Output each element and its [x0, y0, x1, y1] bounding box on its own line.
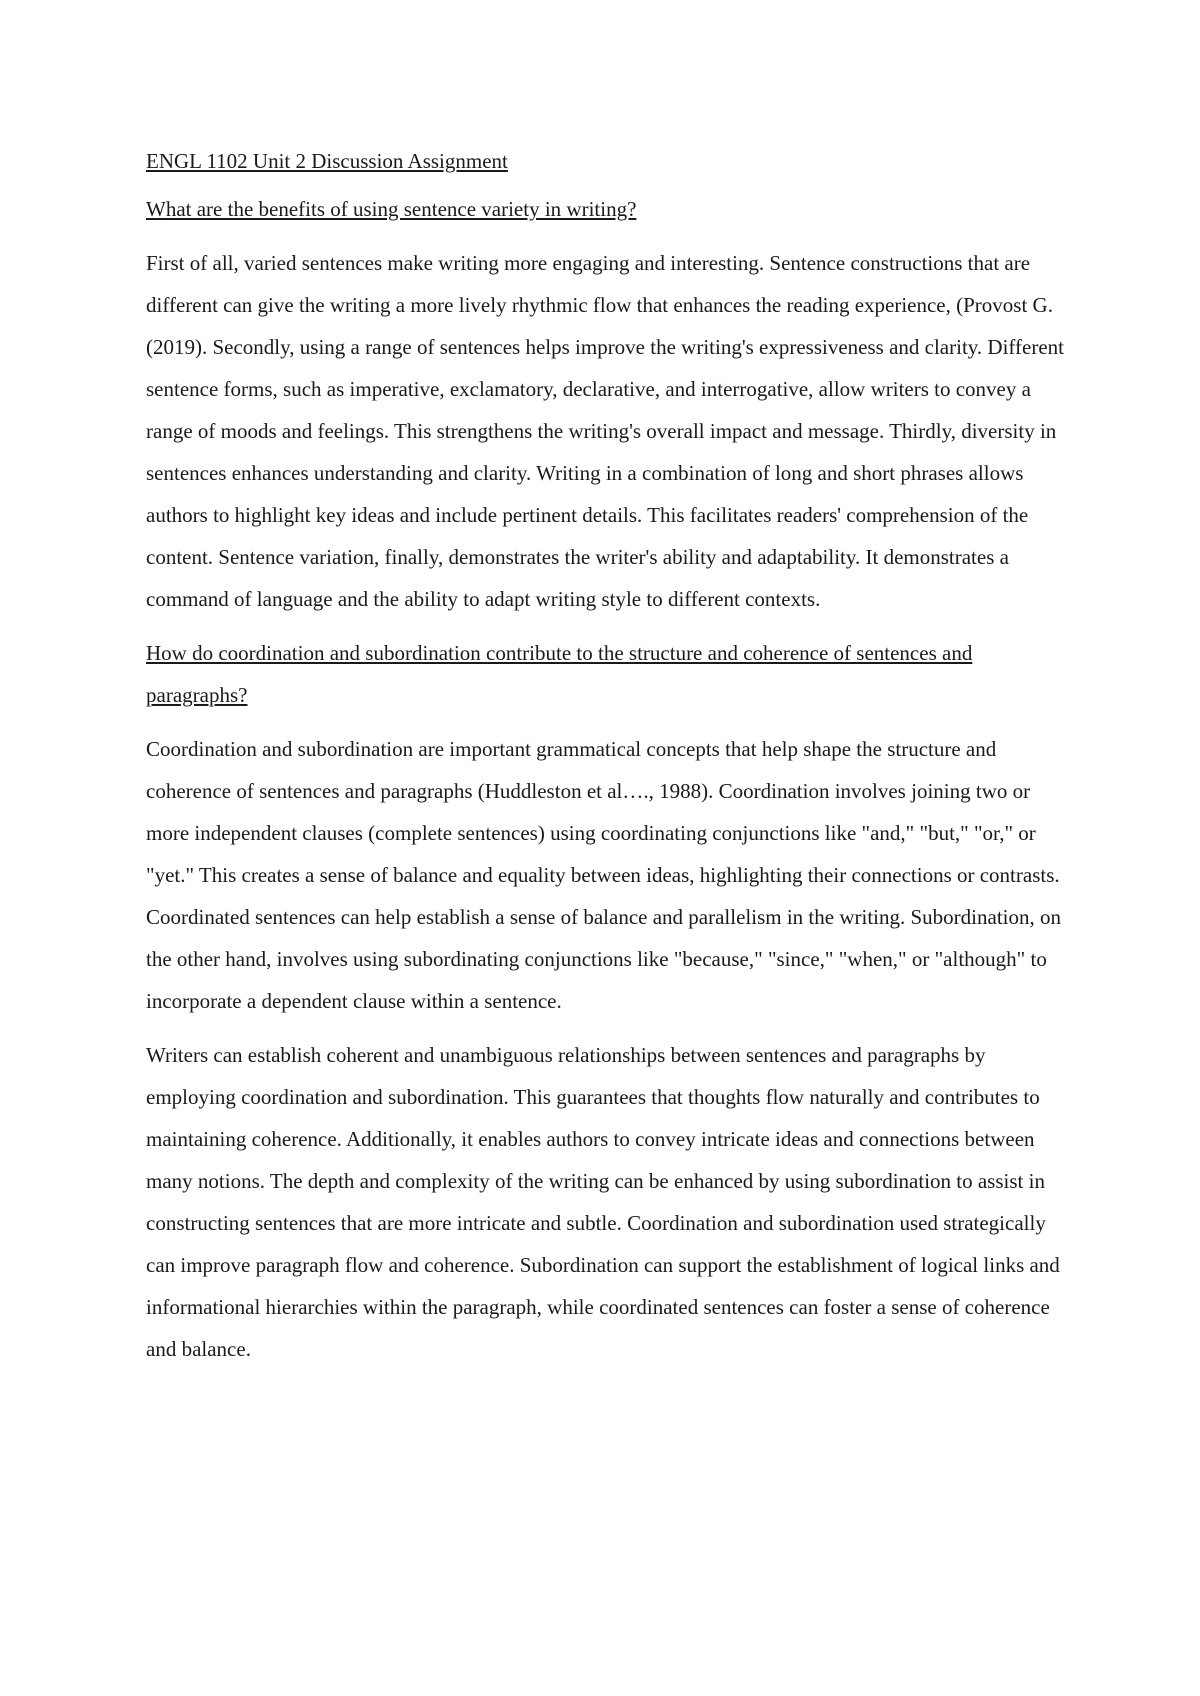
- answer-2-paragraph-1: Coordination and subordination are important grammatical concepts that help shape the structure and coherence of sentences and paragraphs (Huddleston et al…., 1988). Coordination involves joining two or more independent clauses (complete sentences) using coordinating conjunctions like "and," "but," "or," or "yet." This creates a sense of balance and equality between ideas, highlighting their connections or contrasts. Coordinated sentences can help establish a sense of balance and parallelism in the writing. Subordination, on the other hand, involves using subordinating conjunctions like "because," "since," "when," or "although" to incorporate a dependent clause within a sentence.: [146, 737, 1061, 1013]
- document-body: [146, 140, 1076, 1382]
- question-2: How do coordination and subordination contribute to the structure and coherence of sentences and paragraphs?: [146, 641, 973, 707]
- answer-2-paragraph-2: Writers can establish coherent and unambiguous relationships between sentences and paragraphs by employing coordination and subordination. This guarantees that thoughts flow naturally and contributes to maintaining coherence. Additionally, it enables authors to convey intricate ideas and connections between many notions. The depth and complexity of the writing can be enhanced by using subordination to assist in constructing sentences that are more intricate and subtle. Coordination and subordination used strategically can improve paragraph flow and coherence. Subordination can support the establishment of logical links and informational hierarchies within the paragraph, while coordinated sentences can foster a sense of coherence and balance.: [146, 1043, 1060, 1361]
- answer-1-paragraph: First of all, varied sentences make writing more engaging and interesting. Sentence constructions that are different can give the writing a more lively rhythmic flow that enhances the reading experience, (Provost G. (2019). Secondly, using a range of sentences helps improve the writing's expressiveness and clarity. Different sentence forms, such as imperative, exclamatory, declarative, and interrogative, allow writers to convey a range of moods and feelings. This strengthens the writing's overall impact and message. Thirdly, diversity in sentences enhances understanding and clarity. Writing in a combination of long and short phrases allows authors to highlight key ideas and include pertinent details. This facilitates readers' comprehension of the content. Sentence variation, finally, demonstrates the writer's ability and adaptability. It demonstrates a command of language and the ability to adapt writing style to different contexts.: [146, 251, 1065, 611]
- question-1: What are the benefits of using sentence variety in writing?: [146, 197, 637, 221]
- document-title: ENGL 1102 Unit 2 Discussion Assignment: [146, 149, 508, 173]
